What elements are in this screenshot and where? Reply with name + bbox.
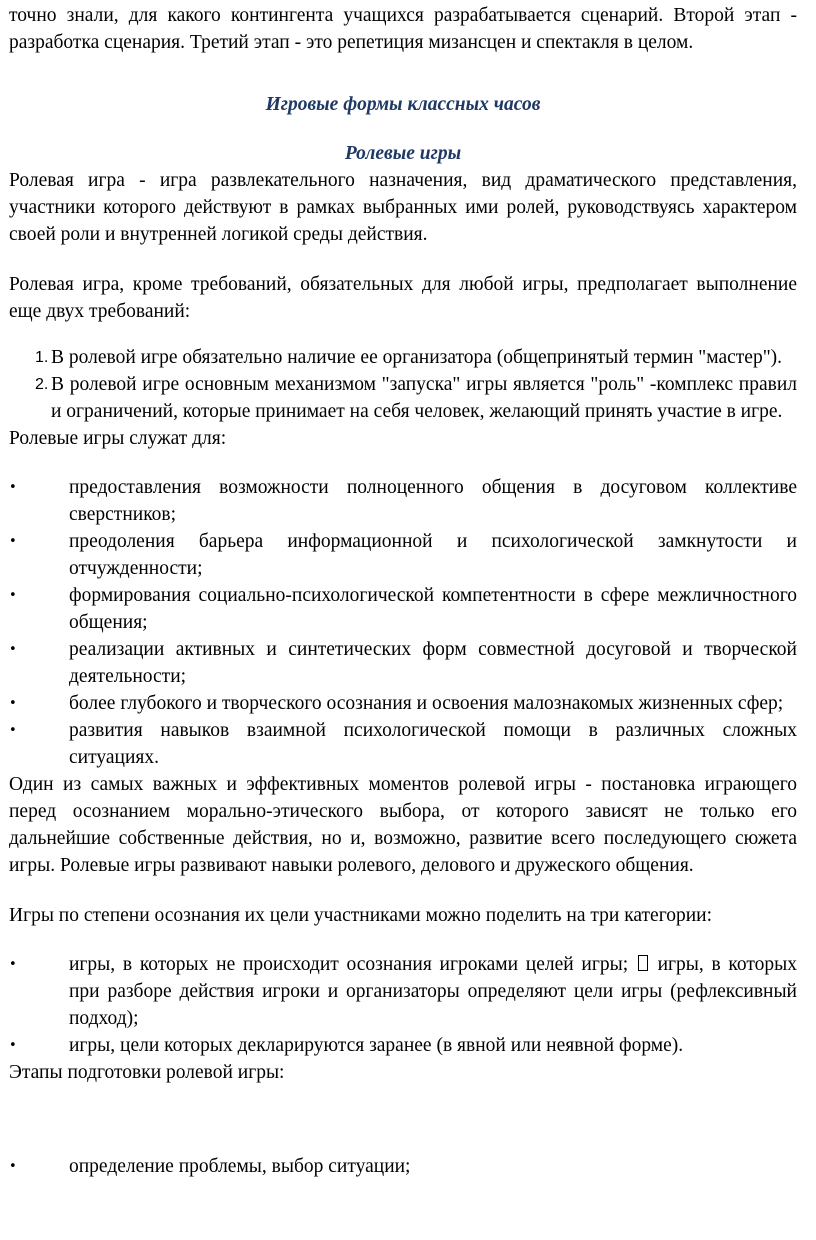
categories-list <box>9 951 797 1059</box>
bullet-icon: • <box>9 480 17 495</box>
purposes-intro: Ролевые игры служат для: <box>9 428 227 449</box>
list-item <box>35 371 797 425</box>
moral-choice-paragraph: Один из самых важных и эффективных моментов ролевой игры - постановка играющего перед осознанием морально-этического выбора, от которого зависят не только его дальнейшие собственные действия, но и, возможно, развитие всего последующего сюжета игры. Ролевые игры развивают навыки ролевого, делового и дружеского общения. <box>9 774 797 876</box>
section-heading: Игровые формы классных часов <box>265 94 541 115</box>
bullet-icon: • <box>9 696 17 711</box>
list-item-text: определение проблемы, выбор ситуации; <box>69 1156 411 1177</box>
list-item <box>9 528 797 582</box>
requirements-list <box>9 344 797 425</box>
requirements-intro: Ролевая игра, кроме требований, обязательных для любой игры, предполагает выполнение еще двух требований: <box>9 274 797 322</box>
bullet-icon: • <box>9 642 17 657</box>
bullet-icon: • <box>9 1038 17 1053</box>
list-item-text: игры, в которых при разборе действия игроки и организаторы определяют цели игры (рефлексивный подход); <box>69 954 798 1029</box>
list-item <box>9 951 798 1032</box>
list-item <box>35 344 797 371</box>
bullet-icon: • <box>9 723 17 738</box>
subsection-heading: Ролевые игры <box>344 143 462 164</box>
bullet-icon: • <box>9 534 17 549</box>
bullet-icon: • <box>9 957 17 972</box>
list-item-text: развития навыков взаимной психологической помощи в различных сложных ситуациях. <box>69 720 797 768</box>
list-item-text: предоставления возможности полноценного общения в досуговом коллективе сверстников; <box>69 477 797 525</box>
purposes-list <box>9 474 797 771</box>
list-item-text: реализации активных и синтетических форм совместной досуговой и творческой деятельности; <box>69 639 797 687</box>
categories-intro: Игры по степени осознания их цели участниками можно поделить на три категории: <box>9 905 713 926</box>
list-item <box>9 1032 797 1059</box>
bullet-icon: • <box>9 1159 17 1174</box>
list-number: 1. <box>35 349 49 366</box>
document-page <box>9 0 797 1180</box>
list-item-text: В ролевой игре основным механизмом "запуска" игры является "роль" -комплекс правил и ограничений, которые принимает на себя человек, желающий принять участие в игре. <box>51 374 797 422</box>
list-item-text: В ролевой игре обязательно наличие ее организатора (общепринятый термин "мастер"). <box>51 347 783 368</box>
list-item-text: игры, цели которых декларируются заранее (в явной или неявной форме). <box>69 1035 684 1056</box>
bullet-icon: • <box>9 588 17 603</box>
list-item <box>9 1153 797 1180</box>
list-number: 2. <box>35 376 49 393</box>
list-item-text: формирования социально-психологической компетентности в сфере межличностного общения; <box>69 585 797 633</box>
definition-paragraph: Ролевая игра - игра развлекательного назначения, вид драматического представления, участники которого действуют в рамках выбранных ими ролей, руководствуясь характером своей роли и внутренней логикой среды действия. <box>9 170 797 245</box>
list-item <box>9 636 797 690</box>
stages-intro: Этапы подготовки ролевой игры: <box>9 1062 285 1083</box>
stages-list <box>9 1153 797 1180</box>
list-item <box>9 717 797 771</box>
missing-glyph-icon <box>638 955 648 971</box>
list-item <box>9 474 797 528</box>
list-item-text: преодоления барьера информационной и психологической замкнутости и отчужденности; <box>69 531 797 579</box>
intro-paragraph: точно знали, для какого контингента учащихся разрабатывается сценарий. Второй этап - разработка сценария. Третий этап - это репетиция мизансцен и спектакля в целом. <box>9 5 797 53</box>
list-item <box>9 690 797 717</box>
list-item-text: более глубокого и творческого осознания и освоения малознакомых жизненных сфер; <box>69 693 784 714</box>
list-item-text: игры, в которых не происходит осознания игроками целей игры; <box>69 954 629 975</box>
list-item <box>9 582 797 636</box>
